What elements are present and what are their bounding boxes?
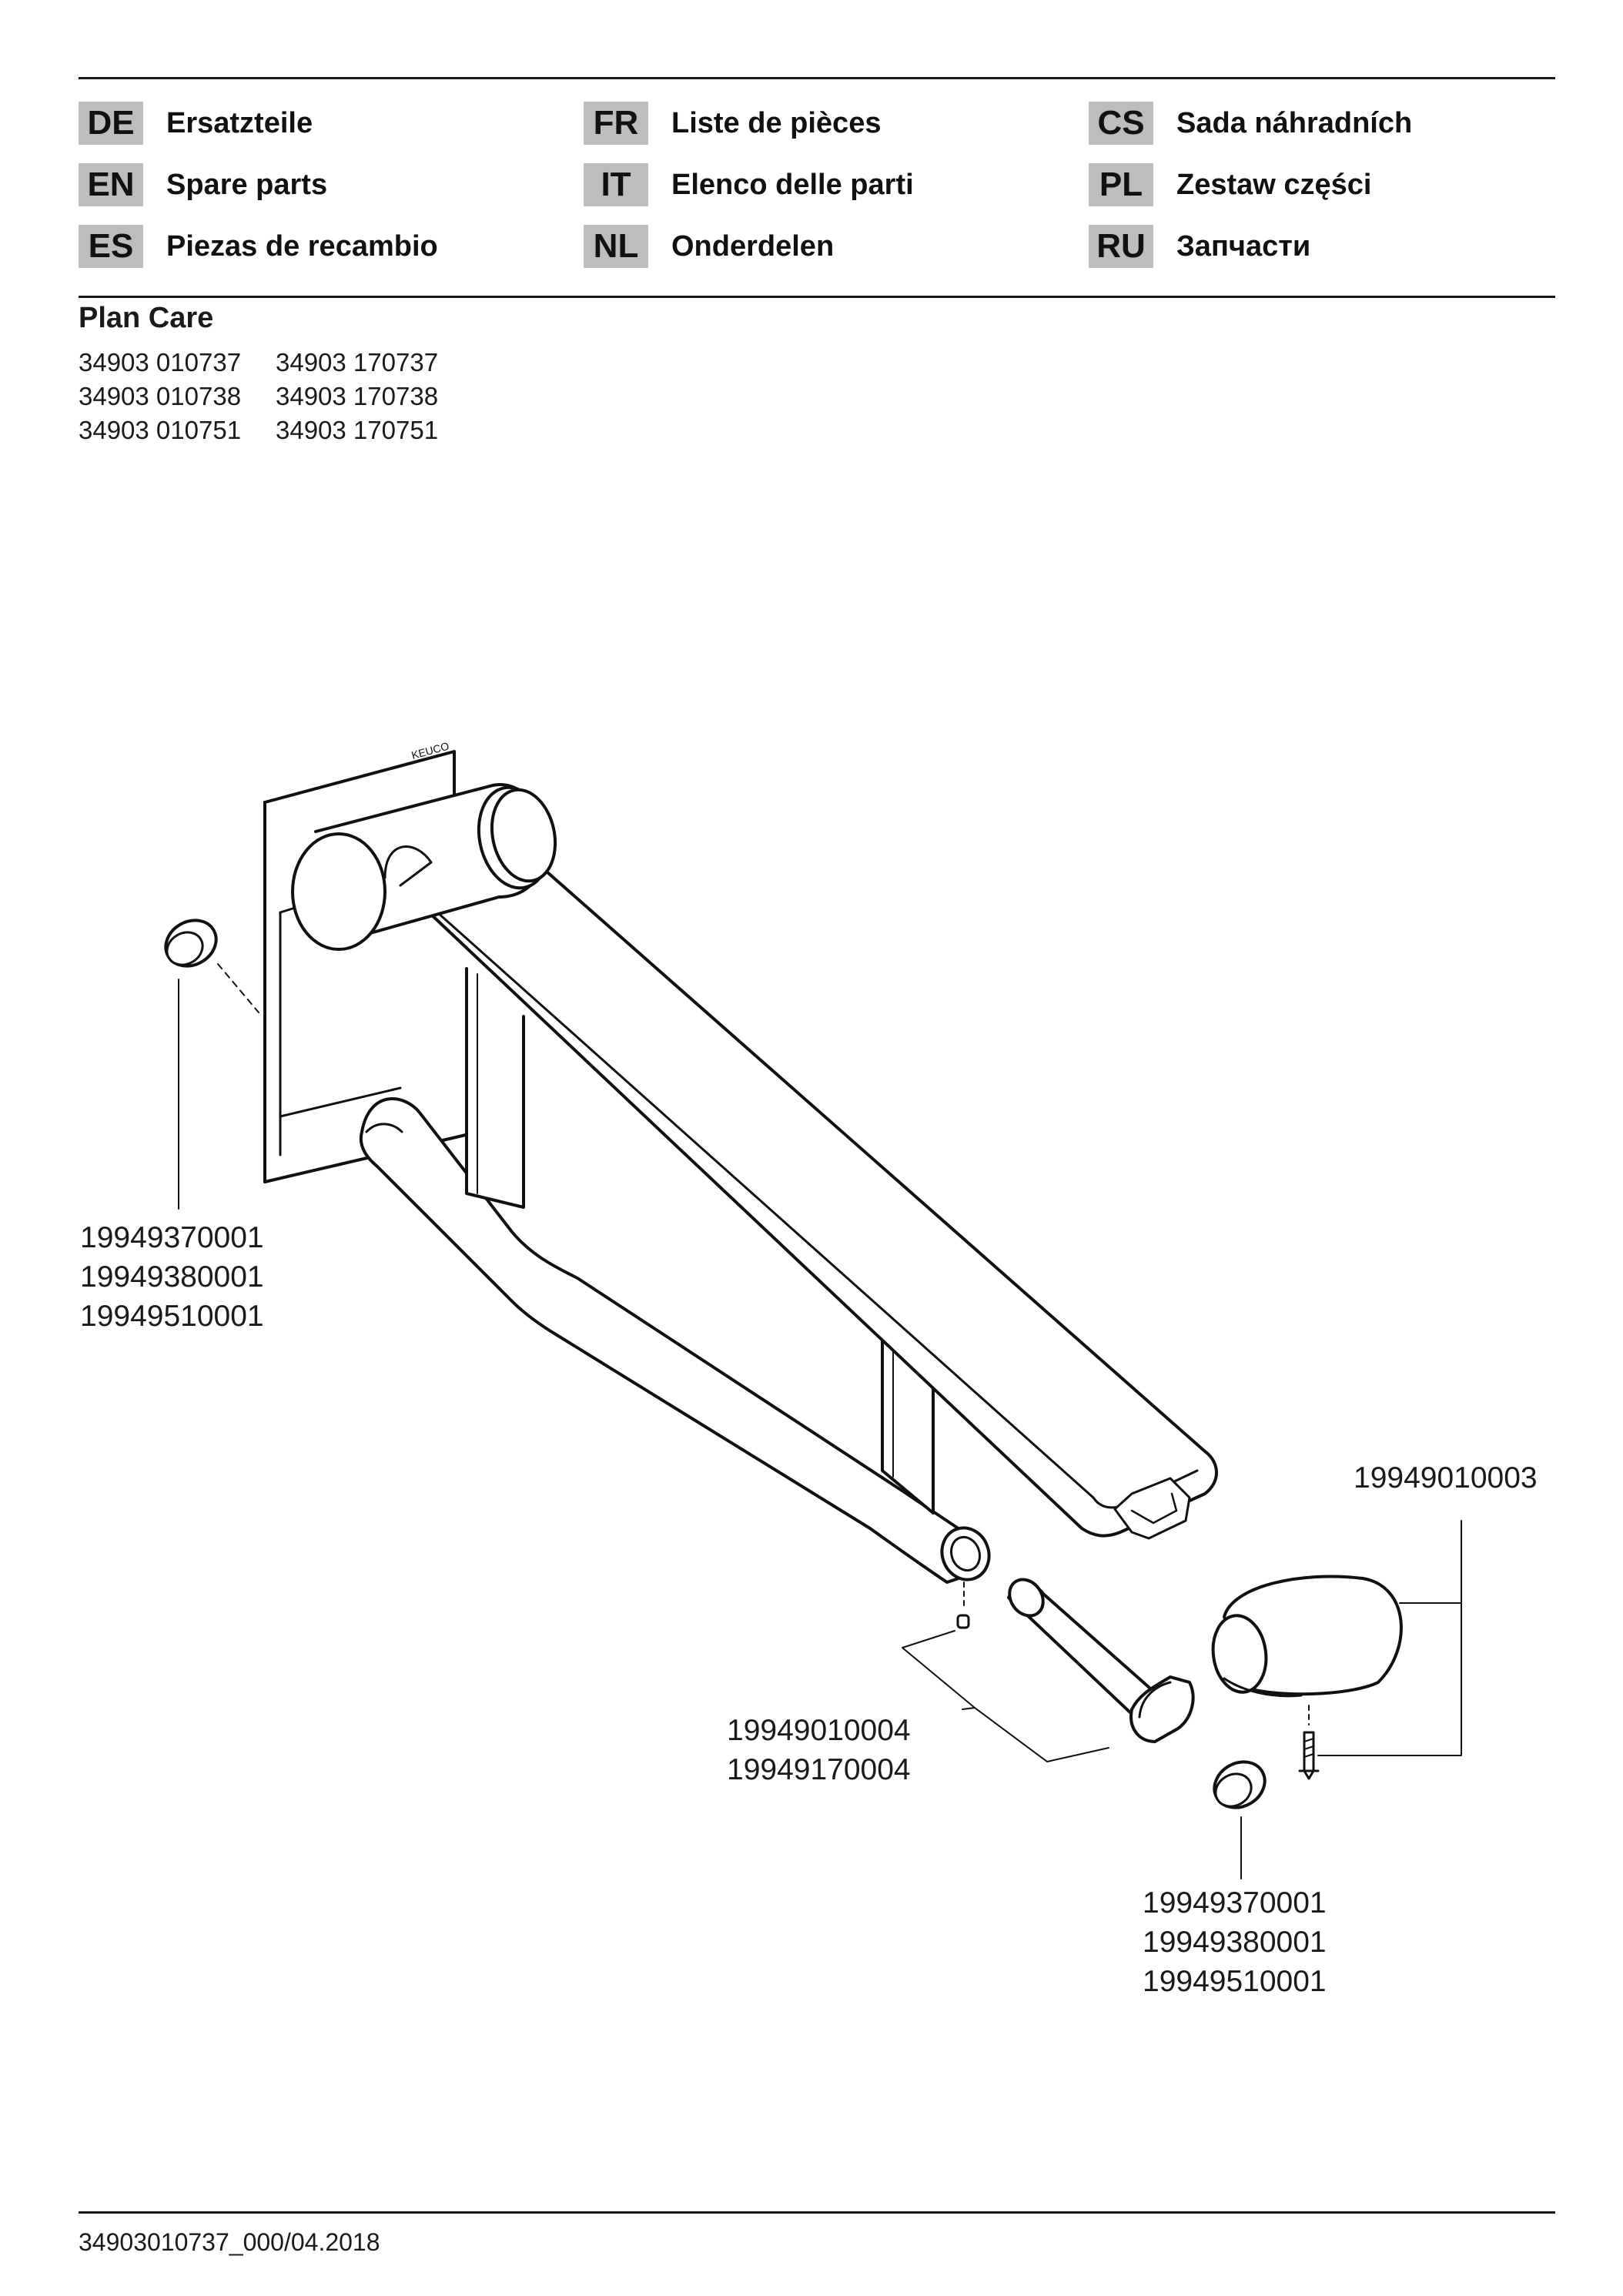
lang-code: PL [1089, 163, 1153, 206]
lang-label: Liste de pièces [671, 106, 882, 139]
part-number: 19949370001 [1143, 1886, 1327, 1919]
part-number: 19949370001 [80, 1221, 264, 1254]
lang-label: Onderdelen [671, 229, 835, 263]
article-number: 34903 010737 [79, 348, 242, 377]
article-number: 34903 010738 [79, 382, 242, 410]
lang-code: EN [79, 163, 143, 206]
article-number: 34903 170738 [276, 382, 439, 410]
lang-code: FR [584, 102, 648, 145]
lang-code: ES [79, 225, 143, 268]
lang-label: Spare parts [166, 168, 328, 201]
lang-label: Sada náhradních [1176, 106, 1413, 139]
brand-mark: KEUCO [410, 739, 450, 761]
grub-screw [958, 1582, 969, 1628]
part-label-end-cap [1354, 1458, 1538, 1498]
lang-label: Запчасти [1176, 229, 1311, 263]
part-number: 19949380001 [1143, 1926, 1327, 1959]
lang-label: Zestaw części [1176, 168, 1372, 201]
lang-code: NL [584, 225, 648, 268]
lang-label: Elenco delle parti [671, 168, 914, 201]
lang-label: Piezas de recambio [166, 229, 438, 263]
part-label-cap-left [80, 1218, 264, 1336]
product-title: Plan Care [79, 302, 214, 334]
holder-pin [1002, 1573, 1193, 1742]
part-number: 19949170004 [727, 1753, 911, 1786]
cap-left [158, 912, 259, 1209]
lang-code: IT [584, 163, 648, 206]
lang-code: CS [1089, 102, 1153, 145]
part-number: 19949010004 [727, 1714, 911, 1747]
part-number: 19949510001 [1143, 1965, 1327, 1998]
article-number: 34903 010751 [79, 416, 242, 444]
lang-code: DE [79, 102, 143, 145]
part-number: 19949380001 [80, 1260, 264, 1294]
part-number: 19949510001 [80, 1300, 264, 1333]
end-cap-barrel [1208, 1576, 1401, 1695]
part-label-cap-right [1143, 1883, 1327, 2001]
lang-label: Ersatzteile [166, 106, 313, 139]
screw [1300, 1705, 1318, 1779]
document-code: 34903010737_000/04.2018 [79, 2228, 380, 2256]
part-label-holder [727, 1711, 911, 1789]
hinge-end-face [293, 834, 385, 949]
article-number: 34903 170737 [276, 348, 439, 377]
lang-code: RU [1089, 225, 1153, 268]
article-number: 34903 170751 [276, 416, 439, 444]
part-number: 19949010003 [1354, 1461, 1538, 1494]
cap-right [1206, 1753, 1273, 1879]
